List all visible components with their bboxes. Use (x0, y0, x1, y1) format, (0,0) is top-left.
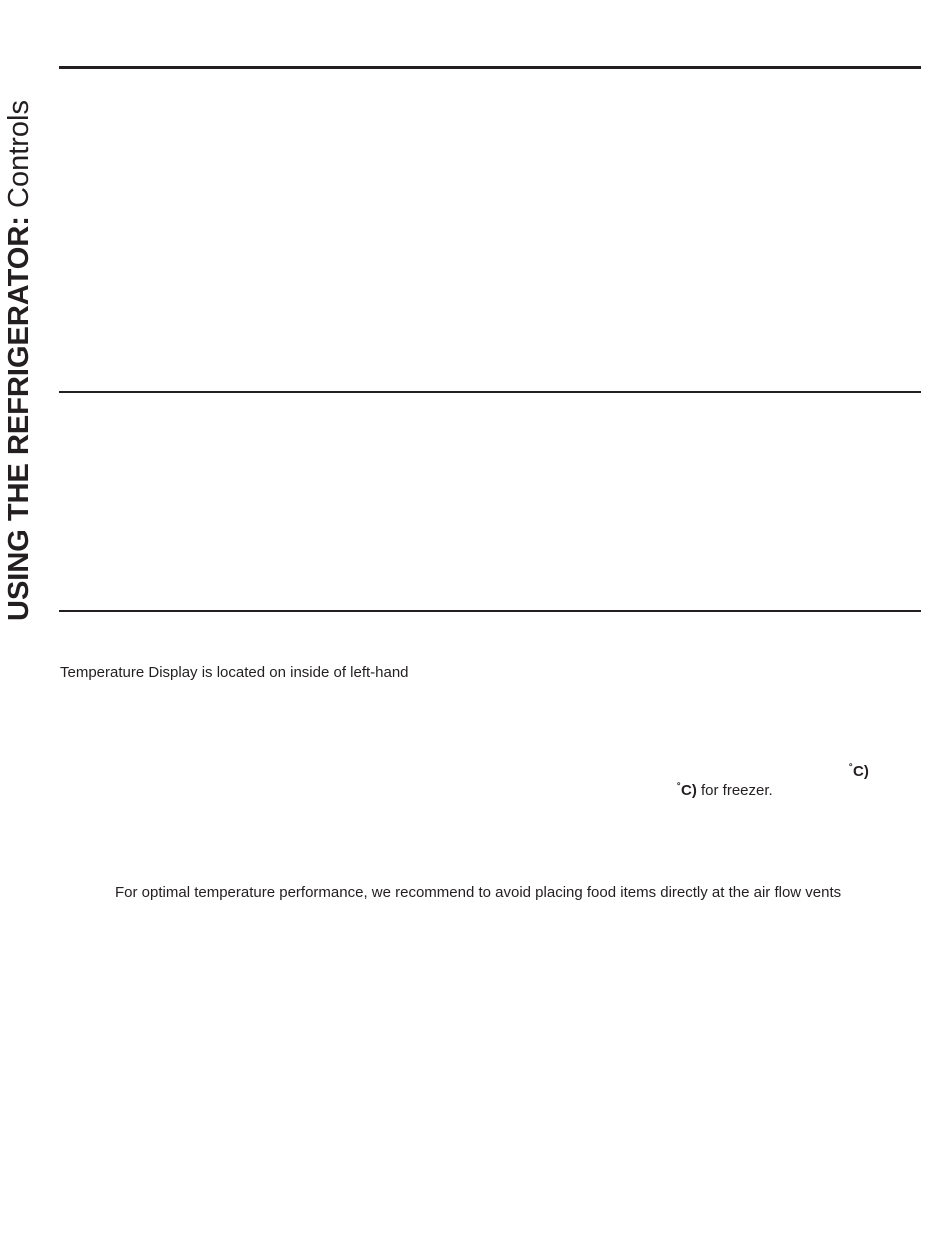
refrigerator-temp-fragment (849, 763, 869, 781)
celsius-unit: C) (853, 763, 869, 780)
lower-divider (59, 610, 921, 612)
degree-symbol: ˚ (677, 781, 681, 795)
celsius-unit: C) (681, 782, 697, 799)
section-title (2, 21, 36, 621)
middle-divider (59, 391, 921, 393)
section-title-subtitle: Controls (3, 100, 35, 217)
optimal-performance-note: For optimal temperature performance, we recommend to avoid placing food items directly at the air flow vents (115, 884, 842, 901)
top-divider (59, 66, 921, 69)
section-title-bold: USING THE REFRIGERATOR: (3, 216, 35, 621)
display-location-text: Temperature Display is located on inside of left-hand (60, 664, 409, 681)
freezer-label: for freezer. (696, 782, 773, 799)
freezer-temp-fragment (677, 782, 773, 800)
degree-symbol: ˚ (849, 762, 853, 776)
